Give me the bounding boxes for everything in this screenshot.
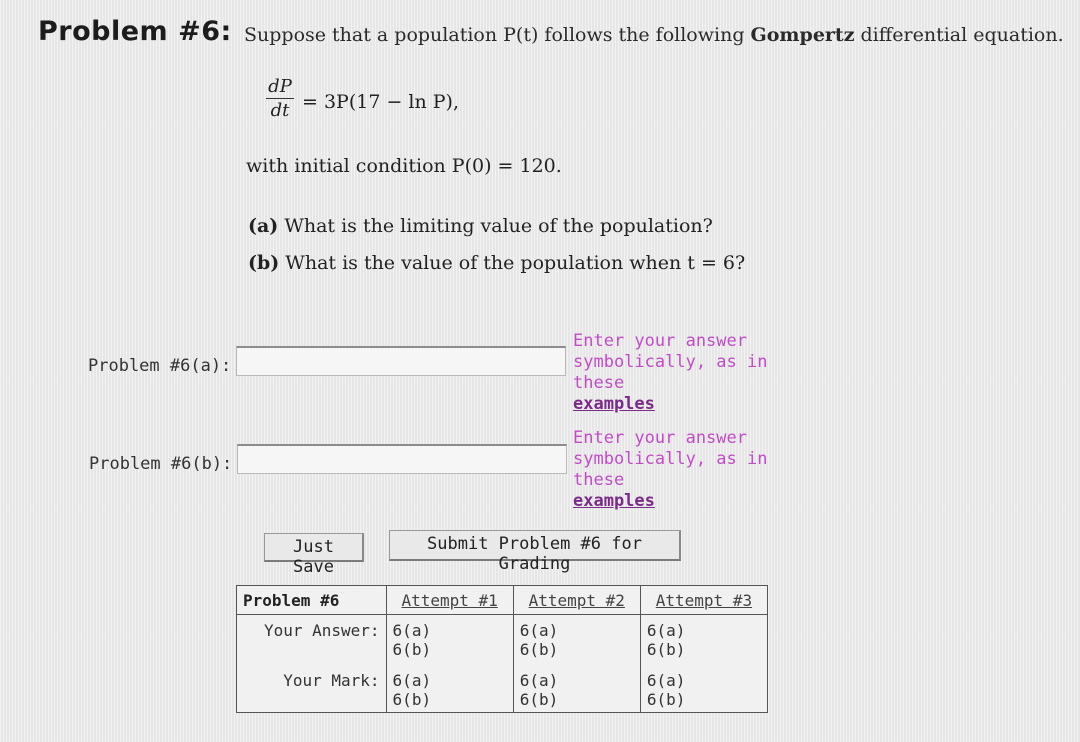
part-a-label: 6(a) — [392, 621, 432, 640]
part-a-label: 6(a) — [646, 621, 686, 640]
attempt-3-link[interactable]: Attempt #3 — [640, 586, 767, 615]
problem-heading: Problem #6: — [38, 16, 232, 47]
prompt-text-post: differential equation. — [854, 24, 1064, 46]
equation-rhs: = 3P(17 − ln P), — [302, 91, 460, 113]
examples-link-a[interactable]: examples — [573, 394, 655, 414]
attempts-table — [236, 585, 768, 713]
equation-denominator: dt — [270, 100, 290, 121]
table-header-problem: Problem #6 — [237, 586, 387, 615]
attempt-2-link[interactable]: Attempt #2 — [513, 586, 640, 615]
answer-input-b[interactable] — [237, 444, 567, 474]
prompt-text-pre: Suppose that a population P(t) follows the following — [244, 24, 751, 46]
problem-prompt — [244, 24, 1064, 46]
question-a-text: What is the limiting value of the population? — [278, 215, 713, 237]
just-save-button[interactable]: Just Save — [264, 533, 364, 562]
part-b-label: 6(b) — [646, 690, 686, 710]
answer-input-a[interactable] — [236, 346, 566, 376]
table-row — [237, 615, 768, 662]
table-header-row — [237, 586, 768, 615]
equation-numerator: dP — [268, 76, 292, 97]
answer-hint-b — [573, 428, 813, 512]
table-row — [237, 661, 768, 712]
answer-cell-1 — [386, 615, 513, 662]
part-b-label: 6(b) — [519, 640, 559, 659]
part-a-label: 6(a) — [646, 671, 686, 691]
answer-label-b: Problem #6(b): — [89, 454, 233, 474]
question-a — [248, 215, 713, 237]
your-mark-label: Your Mark: — [283, 671, 380, 691]
equation-fraction — [266, 76, 294, 121]
attempt-1-link[interactable]: Attempt #1 — [386, 586, 513, 615]
question-b-label: (b) — [248, 252, 280, 274]
part-a-label: 6(a) — [392, 671, 432, 691]
answer-cell-2 — [513, 615, 640, 662]
part-b-label: 6(b) — [646, 640, 686, 659]
part-b-label: 6(b) — [519, 690, 559, 710]
answer-label-a: Problem #6(a): — [88, 356, 232, 376]
submit-for-grading-button[interactable]: Submit Problem #6 for Grading — [389, 530, 681, 561]
question-b-text: What is the value of the population when t = 6? — [279, 252, 746, 274]
answer-hint-a — [573, 331, 813, 415]
part-a-label: 6(a) — [519, 621, 559, 640]
prompt-text-bold: Gompertz — [750, 24, 855, 46]
question-b — [248, 252, 745, 274]
part-b-label: 6(b) — [392, 640, 432, 659]
your-answer-label: Your Answer: — [263, 621, 380, 640]
answer-cell-3 — [640, 615, 767, 662]
hint-text-b: Enter your answer symbolically, as in these — [573, 428, 768, 490]
examples-link-b[interactable]: examples — [573, 491, 655, 511]
initial-condition: with initial condition P(0) = 120. — [246, 155, 562, 177]
mark-cell-3 — [640, 661, 767, 712]
mark-cell-1 — [386, 661, 513, 712]
question-a-label: (a) — [248, 215, 279, 237]
mark-cell-2 — [513, 661, 640, 712]
fraction-bar — [266, 98, 294, 99]
part-a-label: 6(a) — [519, 671, 559, 691]
part-b-label: 6(b) — [392, 690, 432, 710]
hint-text-a: Enter your answer symbolically, as in these — [573, 331, 768, 393]
